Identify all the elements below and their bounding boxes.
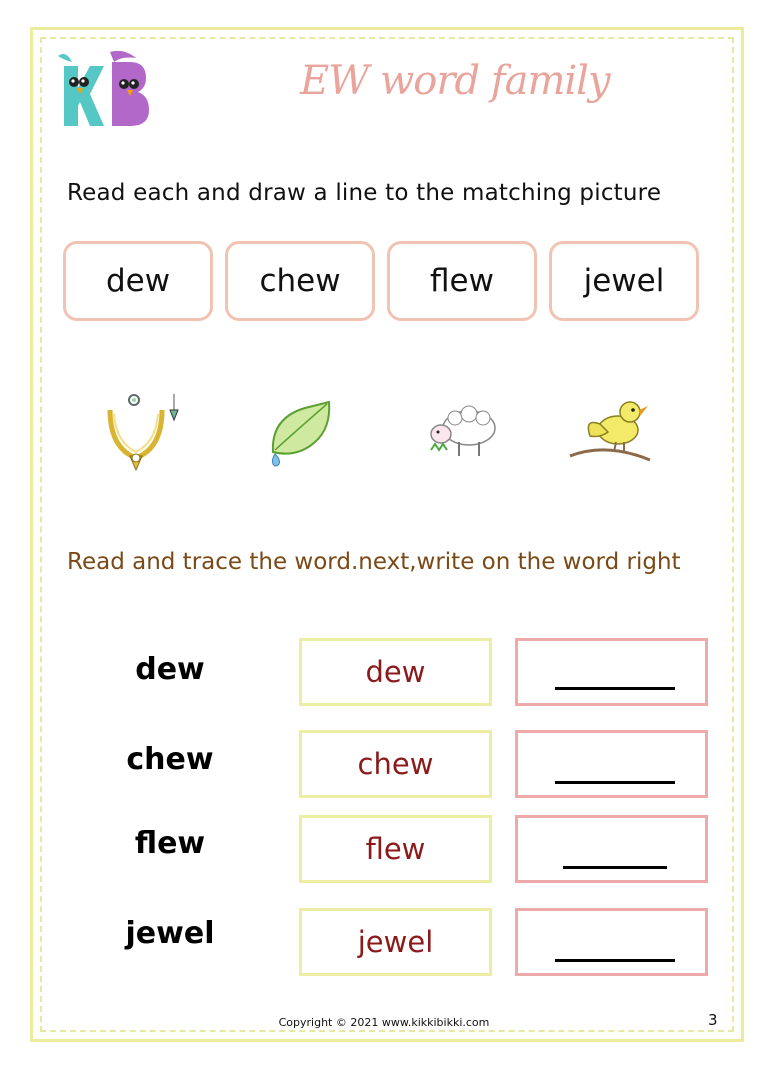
leaf-icon [265,398,335,472]
word-box-jewel: jewel [549,241,699,321]
trace-box-flew: flew [299,815,492,883]
write-line [555,959,675,962]
sheep-icon [425,404,501,464]
row-word-chew: chew [126,742,214,777]
trace-box-dew: dew [299,638,492,706]
page-title: EW word family [300,58,610,104]
word-box-chew: chew [225,241,375,321]
word-box-flew: flew [387,241,537,321]
row-word-dew: dew [135,652,205,687]
write-box-flew[interactable] [515,815,708,883]
word-box-dew: dew [63,241,213,321]
row-word-flew: flew [134,826,206,861]
kikkibikki-logo [52,48,152,132]
page-number: 3 [708,1011,718,1029]
row-word-jewel: jewel [125,916,215,951]
write-line [563,866,667,869]
trace-box-jewel: jewel [299,908,492,976]
write-line [555,687,675,690]
write-box-chew[interactable] [515,730,708,798]
write-box-dew[interactable] [515,638,708,706]
copyright: Copyright © 2021 www.kikkibikki.com [278,1016,490,1029]
trace-instruction: Read and trace the word.next,write on the word right [67,549,681,575]
bird-icon [566,394,654,470]
matching-instruction: Read each and draw a line to the matching picture [67,180,662,206]
trace-box-chew: chew [299,730,492,798]
write-box-jewel[interactable] [515,908,708,976]
write-line [555,781,675,784]
necklace-icon [100,390,184,476]
